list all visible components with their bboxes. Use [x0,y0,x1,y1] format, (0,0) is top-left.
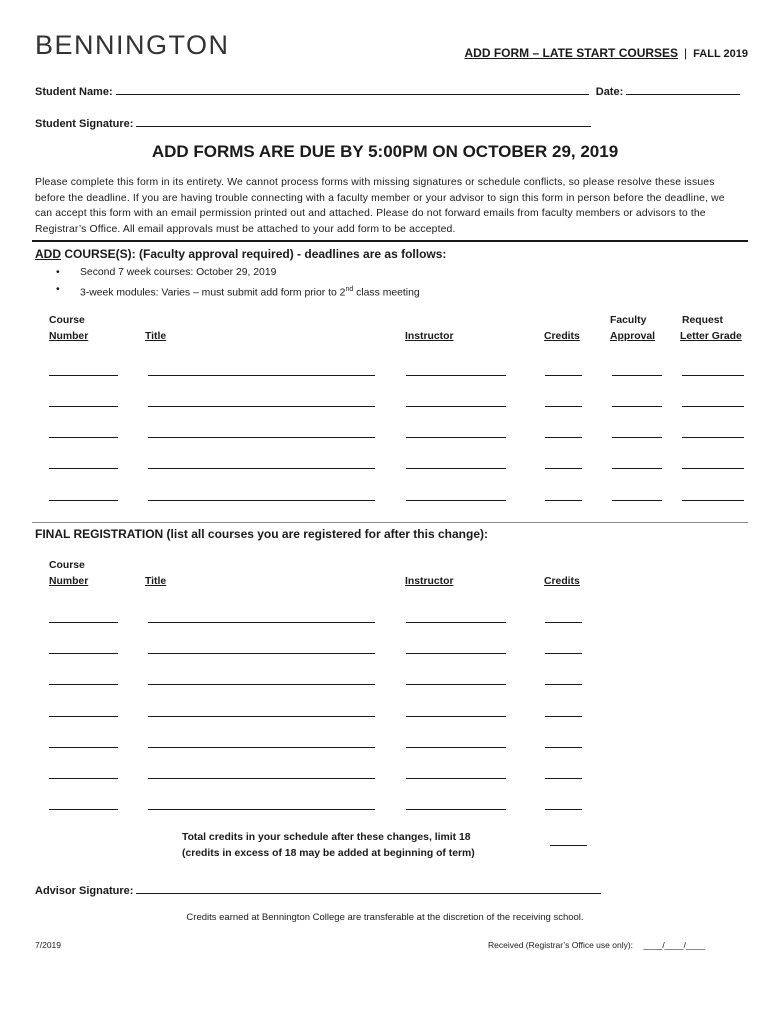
faculty-approval-field[interactable] [612,406,662,407]
course-number-field[interactable] [49,437,118,438]
credits-field[interactable] [545,622,582,623]
final-col-course-number: Course Number [49,560,89,587]
credits-field[interactable] [545,500,582,501]
term-label: FALL 2019 [693,48,748,60]
student-name-row [35,84,740,98]
course-number-field[interactable] [49,809,118,810]
instructor-field[interactable] [406,437,506,438]
revision-date: 7/2019 [35,940,61,950]
faculty-approval-field[interactable] [612,468,662,469]
instructions-paragraph: Please complete this form in its entirety. We cannot process forms with missing signatures or schedule conflicts, so please resolve these issues before the deadline. If you are having trouble connecting with a faculty member or your advisor to sign this form in person before the deadline, we can accept this form with an email permission printed out and attached. Please do not forward emails from faculty members or advisors to the Registrar’s Office. All email approvals must be attached to your add form to be accepted. [35,177,725,235]
course-number-field[interactable] [49,622,118,623]
title-field[interactable] [148,375,375,376]
title-field[interactable] [148,653,375,654]
letter-grade-field[interactable] [682,500,744,501]
add-courses-heading [35,247,446,261]
advisor-signature-label: Advisor Signature: [35,885,134,897]
title-field[interactable] [148,747,375,748]
add-word: ADD [35,247,61,261]
form-title [464,46,748,60]
form-title-text: ADD FORM – LATE START COURSES [464,46,679,60]
section-divider-2 [32,522,748,523]
title-field[interactable] [148,778,375,779]
deadline-item-3-week: • 3-week modules: Varies – must submit add form prior to 2nd class meeting [56,281,420,301]
received-stamp: Received (Registrar’s Office use only): ____/____/____ [488,940,705,950]
deadline-list [56,264,420,301]
col-title: Title [145,331,167,342]
student-signature-field[interactable] [136,116,591,127]
instructor-field[interactable] [406,468,506,469]
instructor-field[interactable] [406,500,506,501]
title-field[interactable] [148,500,375,501]
course-number-field[interactable] [49,778,118,779]
received-date-field[interactable]: ____/____/____ [643,940,705,950]
title-field[interactable] [148,468,375,469]
credits-field[interactable] [545,778,582,779]
instructor-field[interactable] [406,716,506,717]
faculty-approval-field[interactable] [612,375,662,376]
title-field[interactable] [148,622,375,623]
credits-field[interactable] [545,437,582,438]
course-number-field[interactable] [49,684,118,685]
student-name-label: Student Name: [35,86,113,98]
student-name-field[interactable] [116,84,589,95]
credits-field[interactable] [545,406,582,407]
college-logo: BENNINGTON [35,30,230,60]
col-credits: Credits [544,331,580,342]
credits-field[interactable] [545,684,582,685]
title-field[interactable] [148,809,375,810]
section-divider [32,240,748,242]
title-field[interactable] [148,716,375,717]
credits-field[interactable] [545,747,582,748]
add-heading-rest: COURSE(S): (Faculty approval required) - deadlines are as follows: [61,247,447,261]
transfer-note: Credits earned at Bennington College are transferable at the discretion of the receiving school. [186,912,584,923]
letter-grade-field[interactable] [682,437,744,438]
advisor-signature-row [35,883,601,897]
col-letter-grade: Request Letter Grade [680,315,742,342]
credits-field[interactable] [545,375,582,376]
date-label: Date: [595,86,624,98]
instructor-field[interactable] [406,406,506,407]
instructor-field[interactable] [406,653,506,654]
due-date-headline: ADD FORMS ARE DUE BY 5:00PM ON OCTOBER 29, 2019 [151,142,619,161]
letter-grade-field[interactable] [682,375,744,376]
credits-field[interactable] [545,716,582,717]
deadline-item-7-week: • Second 7 week courses: October 29, 2019 [56,264,420,281]
faculty-approval-field[interactable] [612,437,662,438]
title-field[interactable] [148,684,375,685]
title-field[interactable] [148,437,375,438]
title-separator: | [684,46,688,60]
col-course-number: Course Number [49,315,89,342]
date-field[interactable] [626,84,740,95]
letter-grade-field[interactable] [682,468,744,469]
instructor-field[interactable] [406,375,506,376]
final-col-title: Title [145,576,167,587]
course-number-field[interactable] [49,747,118,748]
instructor-field[interactable] [406,747,506,748]
credits-field[interactable] [545,468,582,469]
student-signature-row [35,116,591,130]
final-registration-heading: FINAL REGISTRATION (list all courses you are registered for after this change): [35,527,488,541]
instructor-field[interactable] [406,622,506,623]
title-field[interactable] [148,406,375,407]
course-number-field[interactable] [49,375,118,376]
credits-field[interactable] [545,653,582,654]
course-number-field[interactable] [49,406,118,407]
course-number-field[interactable] [49,716,118,717]
course-number-field[interactable] [49,468,118,469]
instructor-field[interactable] [406,809,506,810]
advisor-signature-field[interactable] [136,883,601,894]
course-number-field[interactable] [49,500,118,501]
col-faculty-approval: Faculty Approval [610,315,656,342]
instructor-field[interactable] [406,778,506,779]
credits-field[interactable] [545,809,582,810]
final-col-instructor: Instructor [405,576,454,587]
total-credits-field[interactable] [550,845,587,846]
col-instructor: Instructor [405,331,454,342]
total-credits-note: Total credits in your schedule after these changes, limit 18 (credits in excess of 18 may be added at beginning of term) [182,832,475,859]
letter-grade-field[interactable] [682,406,744,407]
instructor-field[interactable] [406,684,506,685]
faculty-approval-field[interactable] [612,500,662,501]
student-signature-label: Student Signature: [35,118,134,130]
course-number-field[interactable] [49,653,118,654]
final-col-credits: Credits [544,576,580,587]
